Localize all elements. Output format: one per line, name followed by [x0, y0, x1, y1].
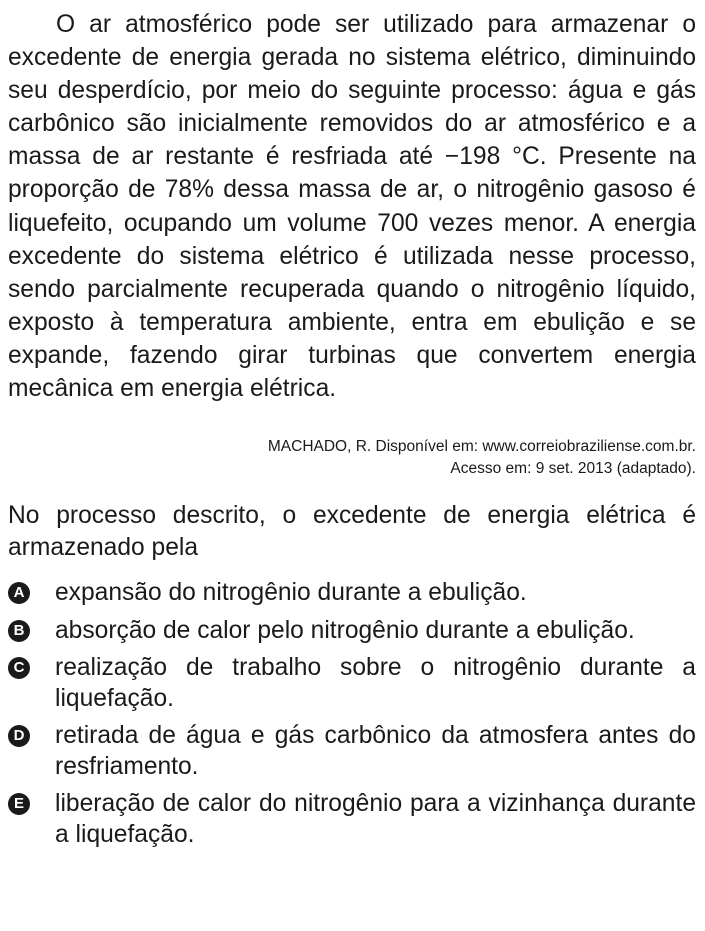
question-stem: No processo descrito, o excedente de energia elétrica é armazenado pela	[8, 502, 696, 562]
option-b-letter-badge: B	[8, 620, 30, 642]
option-e-text: liberação de calor do nitrogênio para a vizinhança durante a liquefação.	[55, 790, 696, 848]
source-line-2: Acesso em: 9 set. 2013 (adaptado).	[450, 460, 696, 478]
option-b-text: absorção de calor pelo nitrogênio durante a ebulição.	[55, 616, 635, 644]
source-line-1: MACHADO, R. Disponível em: www.correiobraziliense.com.br.	[267, 438, 696, 456]
source-citation	[8, 436, 696, 480]
option-c[interactable]	[8, 653, 696, 714]
option-a-letter-badge: A	[8, 582, 30, 604]
option-d[interactable]	[8, 721, 696, 782]
passage-text: O ar atmosférico pode ser utilizado para armazenar o excedente de energia gerada no sistema elétrico, diminuindo seu desperdício, por meio do seguinte processo: água e gás carbônico são inicialmente removidos do ar atmosférico e a massa de ar restante é resfriada até −198 °C. Presente na proporção de 78% dessa massa de ar, o nitrogênio gasoso é liquefeito, ocupando um volume 700 vezes menor. A energia excedente do sistema elétrico é utilizada nesse processo, sendo parcialmente recuperada quando o nitrogênio líquido, exposto à temperatura ambiente, entra em ebulição e se expande, fazendo girar turbinas que convertem energia mecânica em energia elétrica.	[8, 11, 696, 403]
question-page	[8, 8, 696, 850]
option-a[interactable]	[8, 578, 696, 609]
option-c-text: realização de trabalho sobre o nitrogênio durante a liquefação.	[55, 654, 696, 712]
option-d-text: retirada de água e gás carbônico da atmosfera antes do resfriamento.	[55, 722, 696, 780]
answer-options	[8, 578, 696, 850]
option-a-text: expansão do nitrogênio durante a ebulição.	[55, 579, 527, 607]
option-b[interactable]	[8, 616, 696, 647]
option-e-letter-badge: E	[8, 793, 30, 815]
option-d-letter-badge: D	[8, 725, 30, 747]
option-e[interactable]	[8, 789, 696, 850]
option-c-letter-badge: C	[8, 657, 30, 679]
